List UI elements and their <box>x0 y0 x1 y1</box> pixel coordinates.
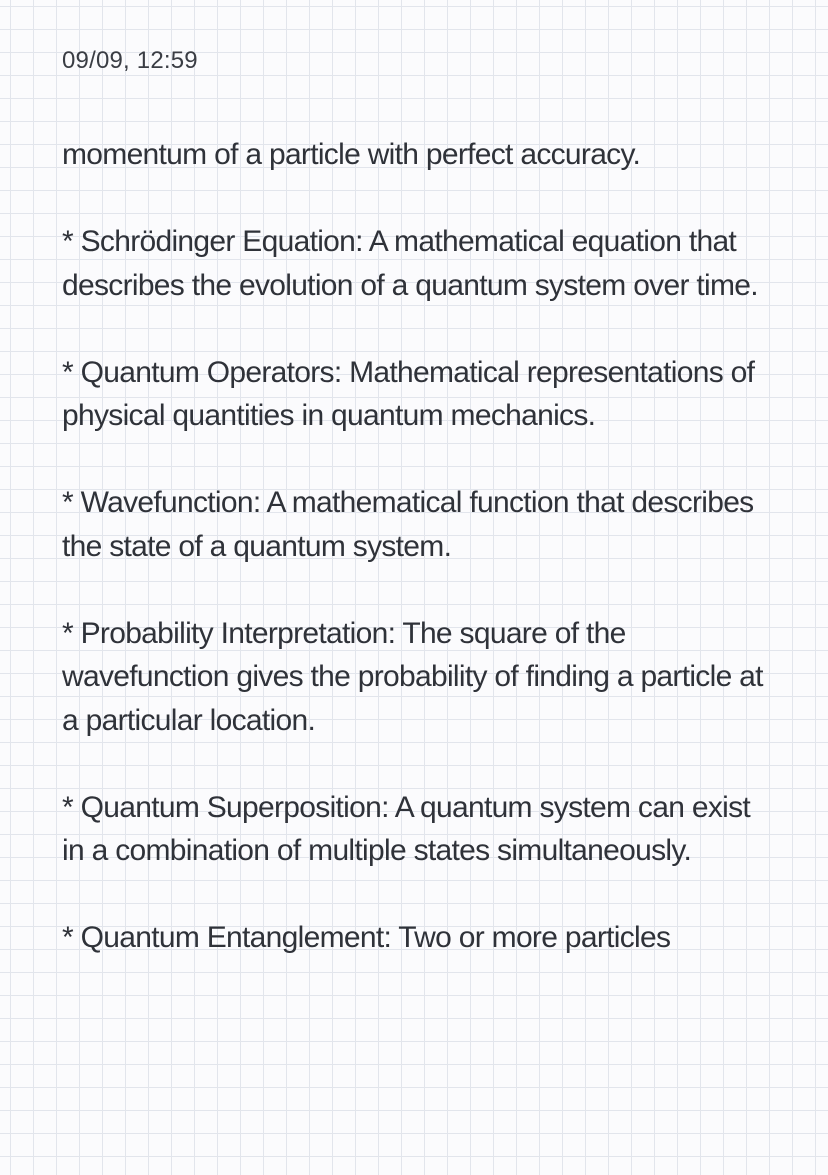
note-body <box>62 133 772 1003</box>
note-paragraph: * Probability Interpretation: The square of the wavefunction gives the probability of finding a particle at a particular location. <box>62 616 763 737</box>
note-paragraph: * Wavefunction: A mathematical function that describes the state of a quantum system. <box>62 486 754 563</box>
note-paragraph: * Schrödinger Equation: A mathematical equation that describes the evolution of a quantum system over time. <box>62 225 758 302</box>
note-paragraph: * Quantum Operators: Mathematical representations of physical quantities in quantum mechanics. <box>62 355 755 432</box>
note-paragraph: * Quantum Entanglement: Two or more particles <box>62 921 671 954</box>
note-paragraph: momentum of a particle with perfect accuracy. <box>62 138 641 171</box>
note-timestamp: 09/09, 12:59 <box>62 47 198 74</box>
note-paragraph: * Quantum Superposition: A quantum system can exist in a combination of multiple states simultaneously. <box>62 790 751 867</box>
